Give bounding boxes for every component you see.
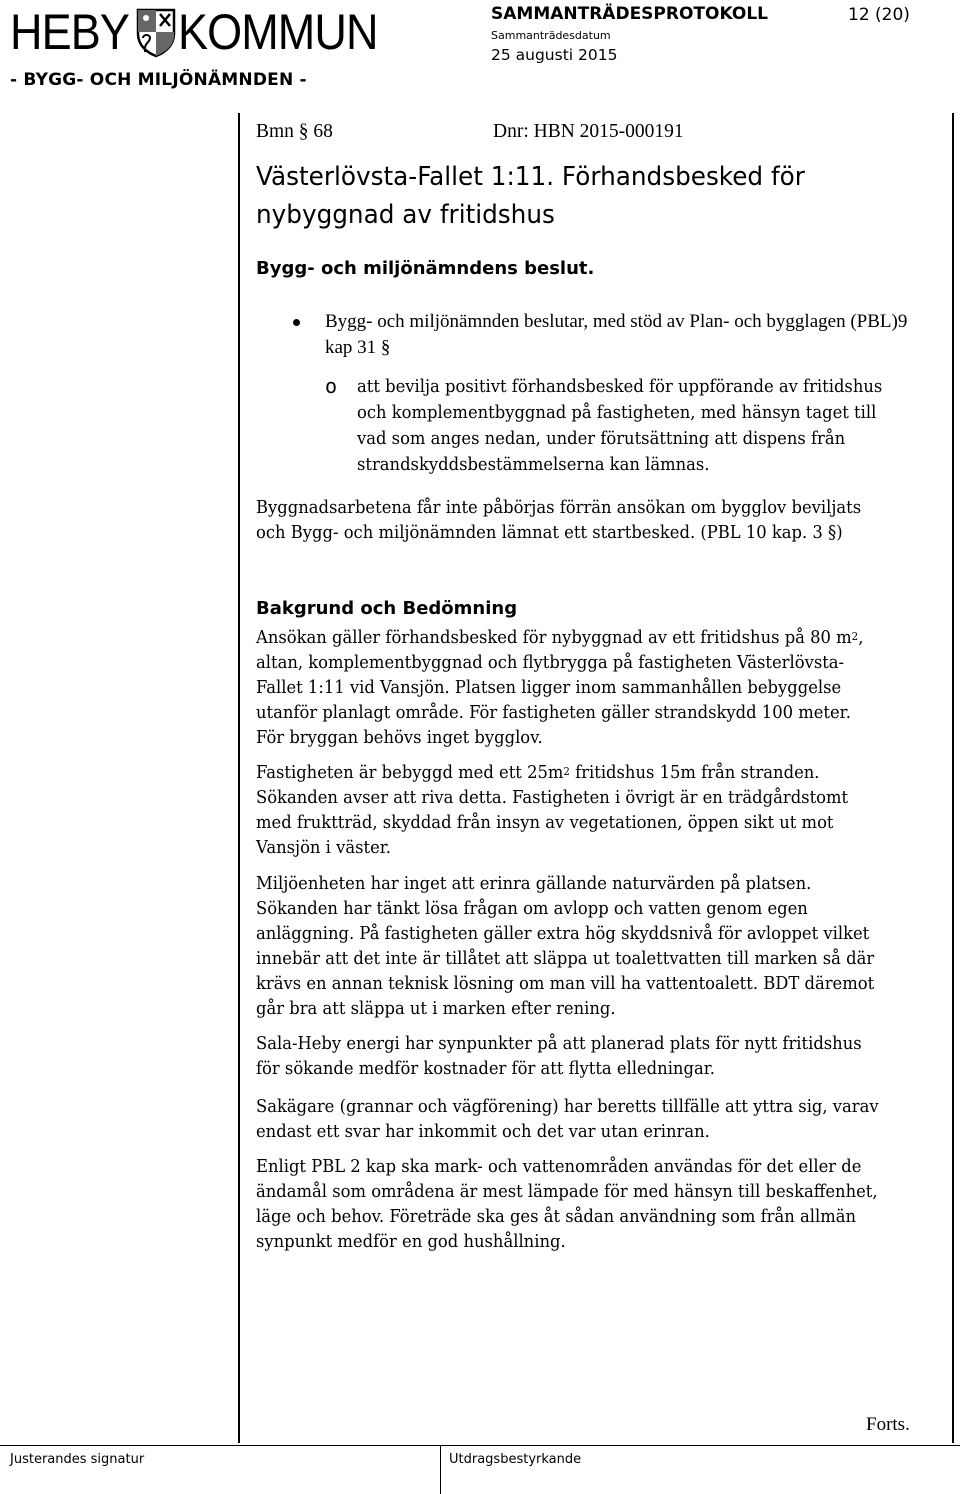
footer-rule <box>0 1445 960 1446</box>
case-title-line-2: nybyggnad av fritidshus <box>256 200 555 230</box>
logo-word-right: KOMMUN <box>178 4 378 60</box>
meeting-date-label: Sammanträdesdatum <box>491 29 611 42</box>
background-paragraph-1: Ansökan gäller förhandsbesked för nybyggnad av ett fritidshus på 80 $m^2$, altan, komplementbyggnad och flytbrygga på fastigheten Västerlövsta-Fallet 1:11 vid Vansjön. Platsen ligger inom sammanhållen bebyggelse utanför planlagt område. För fastigheten gäller strandskydd 100 meter. För bryggan behövs inget bygglov. <box>256 628 864 748</box>
background-paragraph-6: Enligt PBL 2 kap ska mark- och vattenområden användas för det eller de ändamål som områdena är mest lämpade för med hänsyn till beskaffenhet, läge och behov. Företräde ska ges åt sådan användning som från allmän synpunkt medför en god hushållning. <box>256 1157 878 1252</box>
extract-label: Utdragsbestyrkande <box>449 1452 582 1467</box>
background-paragraph-3: Miljöenheten har inget att erinra gällande naturvärden på platsen. Sökanden har tänkt lösa frågan om avlopp och vatten genom egen anläggning. På fastigheten gäller extra hög skyddsnivå för avloppet vilket innebär att det inte är tillåtet att släppa ut toalettvatten till marken så där krävs en annan teknisk lösning om man vill ha vattentoalett. BDT däremot går bra att släppa ut i marken efter rening. <box>256 874 875 1019</box>
background-heading: Bakgrund och Bedömning <box>256 598 518 619</box>
municipality-logo <box>10 6 400 58</box>
meeting-date: 25 augusti 2015 <box>491 46 618 64</box>
case-reference-row <box>256 121 856 143</box>
signature-label: Justerandes signatur <box>10 1452 145 1467</box>
sub-item-marker: o <box>325 374 338 398</box>
left-margin-rule <box>238 113 240 1443</box>
footer-divider <box>440 1445 441 1494</box>
protocol-title: SAMMANTRÄDESPROTOKOLL <box>491 4 769 24</box>
case-title <box>256 158 874 234</box>
background-paragraph-5: Sakägare (grannar och vägförening) har beretts tillfälle att yttra sig, varav endast ett svar har inkommit och det var utan erinran. <box>256 1097 879 1142</box>
background-paragraph-2: Fastigheten är bebyggd med ett $25m^2$ fritidshus 15m från stranden. Sökanden avser att riva detta. Fastigheten i övrigt är en trädgårdstomt med fruktträd, skyddad från insyn av vegetationen, öppen sikt ut mot Vansjön i väster. <box>256 763 849 858</box>
logo-word-left: HEBY <box>10 4 129 60</box>
decision-note: Byggnadsarbetena får inte påbörjas förrän ansökan om bygglov beviljats och Bygg- och miljönämnden lämnat ett startbesked. (PBL 10 kap. 3 §) <box>256 498 862 543</box>
decision-heading: Bygg- och miljönämndens beslut. <box>256 258 595 279</box>
background-paragraph-4: Sala-Heby energi har synpunkter på att planerad plats för nytt fritidshus för sökande medför kostnader för att flytta elledningar. <box>256 1034 862 1079</box>
decision-sub-item: att bevilja positivt förhandsbesked för uppförande av fritidshus och komplementbyggnad på fastigheten, med hänsyn taget till vad som anges nedan, under förutsättning att dispens från strandskyddsbestämmelserna kan lämnas. <box>357 377 883 475</box>
continued-marker: Forts. <box>866 1414 910 1435</box>
bullet-icon <box>290 316 304 330</box>
case-title-line-1: Västerlövsta-Fallet 1:11. Förhandsbesked för <box>256 162 805 192</box>
diary-number: Dnr: HBN 2015-000191 <box>493 121 684 142</box>
right-margin-rule <box>952 113 954 1443</box>
coat-of-arms-icon <box>134 6 178 58</box>
section-number: Bmn § 68 <box>256 121 333 142</box>
department-name: - BYGG- OCH MILJÖNÄMNDEN - <box>10 70 307 90</box>
page-number: 12 (20) <box>848 5 910 25</box>
decision-bullet: Bygg- och miljönämnden beslutar, med stöd av Plan- och bygglagen (PBL)9 kap 31 § <box>325 311 908 358</box>
